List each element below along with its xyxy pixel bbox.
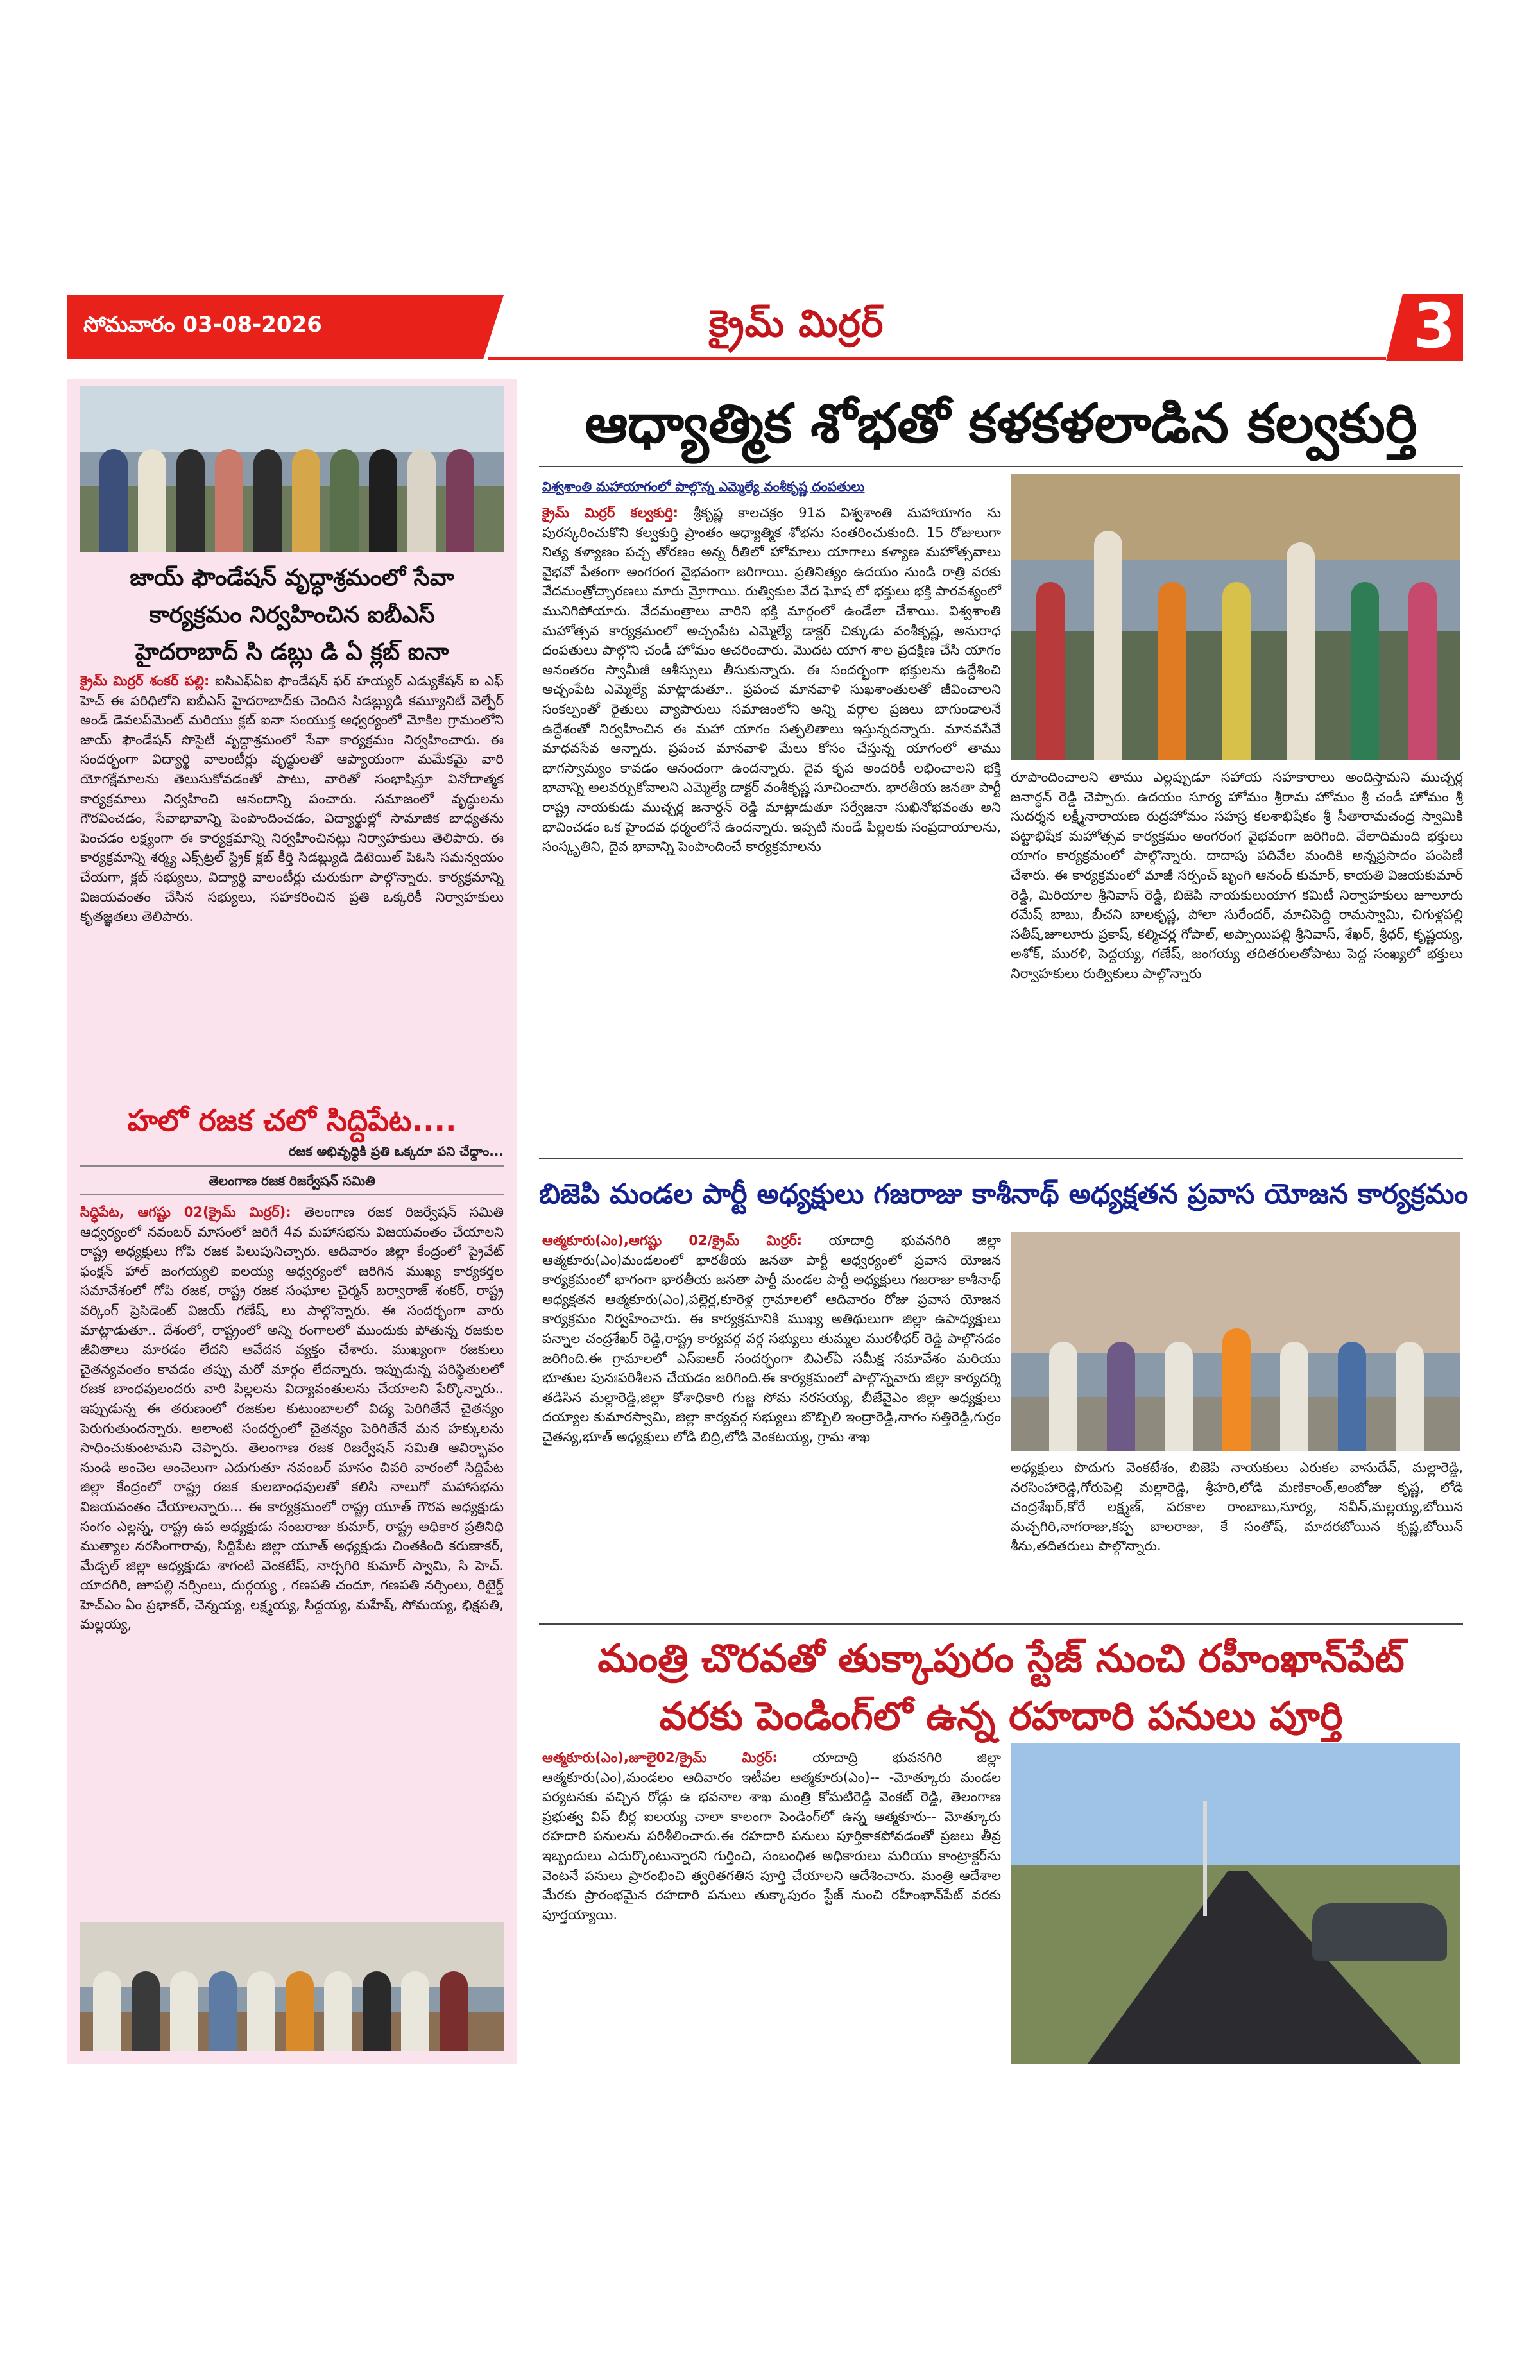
article1-headline xyxy=(80,560,504,671)
story2-text-1: యాదాద్రి భువనగిరి జిల్లా ఆత్మకూరు(ఎం)మండలంలో భారతీయ జనతా పార్టీ ఆధ్వర్యంలో ప్రవాస యోజన కార్యక్రమంలో భాగంగా భారతీయ జనతా పార్టీ మండల పార్టీ అధ్యక్షులు గజరాజు కాశీనాథ్ అధ్యక్షతన ఆత్మకూరు(ఎం),పల్లెర్ల,కూరెళ్ల గ్రామాలలో ఆదివారం రోజు ప్రవాస యోజన కార్యక్రమం నిర్వహించారు. ఈ కార్యక్రమానికి ముఖ్య అతిథులుగా జిల్లా ఉపాధ్యక్షులు పన్నాల చంద్రశేఖర్ రెడ్డి,రాష్ట్ర కార్యవర్గ వర్గ సభ్యులు తుమ్మల మురళీధర్ రెడ్డి పాల్గొనడం జరిగింది.ఈ గ్రామాలలో ఎస్ఐఆర్ సందర్భంగా బిఎల్ఏ సమీక్ష సమావేశం మరియు భూతుల పునఃపరిశీలన చేయడం జరిగింది.ఈ కార్యక్రమంలో పాల్గొన్నవారు జిల్లా కార్యదర్శి తడిసిన మల్లారెడ్డి,జిల్లా కోశాధికారి గుజ్జ సోమ నరసయ్య, బీజేవైఎం జిల్లా అధ్యక్షులు దయ్యాల కుమారస్వామి, జిల్లా కార్యవర్గ సభ్యులు బొబ్బిలి ఇంద్రారెడ్డి,నాగం సత్తిరెడ్డి,గుర్రం చైతన్య,భూత్ అధ్యక్షులు లోడి బిద్రి,లోడి వెంకటయ్య, గ్రామ శాఖ xyxy=(542,1233,1001,1444)
story-divider xyxy=(539,1158,1463,1159)
story1-body-col2: రూపొందించాలని తాము ఎల్లప్పుడూ సహాయ సహకారాలు అందిస్తామని ముచ్చర్ల జనార్ధన్ రెడ్డి చెప్పారు. ఉదయం సూర్య హోమం శ్రీరామ హోమం శ్రీ చండీ హోమం శ్రీ సుదర్శన లక్ష్మీనారాయణ రుద్రహోమం సహస్ర కలశాభిషేకం శ్రీ సీతారామచంద్ర స్వామికి పట్టాభిషేక మహోత్సవ కార్యక్రమం అంగరంగ వైభవంగా జరిగింది. వేలాదిమంది భక్తులు యాగం కార్యక్రమంలో పాల్గొన్నారు. దాదాపు పదివేల మందికి అన్నప్రసాదం పంపిణీ చేశారు. ఈ కార్యక్రమంలో మాజీ సర్పంచ్ బృంగి ఆనంద్ కుమార్, కాయతి విజయకుమార్ రెడ్డి, మిరియాల శ్రీనివాస్ రెడ్డి, బిజెపి నాయకులుయాగ కమిటీ నిర్వాహకులు జూలూరు రమేష్ బాబు, బీచని బాలకృష్ణ, పోలా సురేందర్, మాచిపెద్ది రామస్వామి, చిగుళ్లపల్లి సతీష్,జూలూరు ప్రకాష్, కల్మిచర్ల గోపాల్, అప్పాయిపల్లి శ్రీనివాస్, శేఖర్, శ్రీధర్, కృష్ణయ్య, అశోక్, మురళి, పెద్దయ్య, గణేష్, జంగయ్య తదితరులతోపాటు పెద్ద సంఖ్యలో భక్తులు నిర్వాహకులు రుత్వికులు పాల్గొన్నారు xyxy=(1011,769,1463,981)
story1-text-1: శ్రీకృష్ణ కాలచక్రం 91వ విశ్వశాంతి మహాయాగం ను పురస్కరించుకొని కల్వకుర్తి ప్రాంతం ఆధ్యాత్మిక శోభను సంతరించుకుంది. 15 రోజులుగా నిత్య కళ్యాణం పచ్చ తోరణం అన్న రీతిలో హోమాలు యాగాలు కళ్యాణ మహోత్సవాలు వైభవో పేతంగా అంగరంగ వైభవంగా జరిగాయి. ప్రతినిత్యం ఉదయం నుండి రాత్రి వరకు వేదమంత్రోచ్చారణలు మారు మ్రోగాయి. రుత్వికుల వేద ఘోష లో భక్తులు భక్తి పారవశ్యంలో మునిగిపోయారు. వేదమంత్రాలు వారిని భక్తి మార్గంలో ఉండేలా చేశాయి. విశ్వశాంతి మహోత్సవ కార్యక్రమంలో అచ్చంపేట ఎమ్మెల్యే డాక్టర్ చిక్కుడు వంశీకృష్ణ, అనురాధ దంపతులు పాల్గొని చండీ హోమం ఆచరించారు. మొదట యాగ శాల ప్రదక్షిణ చేసి యాగం అనంతరం స్వామీజీ ఆశీస్సులు తీసుకున్నారు. ఈ సందర్భంగా భక్తులను ఉద్దేశించి అచ్చంపేట ఎమ్మెల్యే మాట్లాడుతూ.. ప్రపంచ మానవాళి సుఖశాంతులతో జీవించాలని సంకల్పంతో రైతులు వ్యాపారులు సమాజంలోని అన్ని వర్గాల ప్రజలు బాగుండాలనే ఉద్దేశంతో నిర్వహించిన ఈ మహా యాగం సత్ఫలితాలు ఇస్తున్నదన్నారు. మానవసేవే మాధవసేవ అన్నారు. ప్రపంచ మానవాళి మేలు కోసం చేస్తున్న యాగంలో తాము భాగస్వామ్యం కావడం ఆనందంగా ఉందన్నారు. దైవ కృప అందరికీ లభించాలని భక్తి భావాన్ని అలవర్చుకోవాలని ఎమ్మెల్యే డాక్టర్ వంశీకృష్ణ సూచించారు. భారతీయ జనతా పార్టీ రాష్ట్ర నాయకుడు ముచ్చర్ల జనార్ధన్ రెడ్డి మాట్లాడుతూ సర్వేజనా సుఖినోభవంతు అని భావించడం ఒక హైందవ ధర్మంలోనే ఉందన్నారు. ఇప్పటి నుండే పిల్లలకు సంప్రదాయాలను, సంస్కృతిని, దైవ భావాన్ని పెంపొందించే కార్యక్రమాలను xyxy=(542,505,1001,855)
article2-text: తెలంగాణ రజక రిజర్వేషన్ సమితి ఆధ్వర్యంలో నవంబర్ మాసంలో జరిగే 4వ మహాసభను విజయవంతం చేయాలని రాష్ట్ర అధ్యక్షులు గోపి రజక పిలుపునిచ్చారు. ఆదివారం జిల్లా కేంద్రంలో ప్రైవేట్ ఫంక్షన్ హాల్ జంగయ్యలి ఐలయ్య ఆధ్వర్యంలో జరిగిన ముఖ్య కార్యకర్తల సమావేశంలో గోపి రజక, రాష్ట్ర రజక సంఘాల చైర్మన్ బర్వారాజ్ శంకర్, రాష్ట్ర వర్కింగ్ ప్రెసిడెంట్ విజయ్ గణేష్, లు పాల్గొన్నారు. ఈ సందర్భంగా వారు మాట్లాడుతూ.. దేశంలో, రాష్ట్రంలో అన్ని రంగాలలో ముందుకు పోతున్న రజకుల జీవితాలు మారడం లేదని ఆవేదన వ్యక్తం చేశారు. ముఖ్యంగా రజకులు చైతన్యవంతం కావడం తప్పు మరో మార్గం లేదన్నారు. ఇప్పుడున్న పరిస్థితులలో రజక బాంధవులందరు వారి పిల్లలను విద్యావంతులను చేయాలని పేర్కొన్నారు.. ఇప్పుడున్న ఈ తరుణంలో రజకుల కుటుంబాలలో విద్య పెరిగితేనే చైతన్యం పెరుగుతుందన్నారు. అలాంటి సందర్భంలో చైతన్యం పెరిగితేనే మన హక్కులను సాధించుకుంటామని చెప్పారు. తెలంగాణ రజక రిజర్వేషన్ సమితి ఆవిర్భావం నుండి అంచెల అంచెలుగా ఎదుగుతూ నవంబర్ మాసం చివరి వారంలో సిద్దిపేట జిల్లా కేంద్రంలో రాష్ట్ర రజక కులబాంధవులతో కలిసి నాలుగో మహాసభను విజయవంతం చేయాలన్నారు... ఈ కార్యక్రమంలో రాష్ట్ర యూత్ గౌరవ అధ్యక్షుడు సంగం ఎల్లన్న, రాష్ట్ర ఉప అధ్యక్షుడు సంబరాజు కుమార్, రాష్ట్ర అధికార ప్రతినిధి ముత్యాల నరసింగారావు, సిద్దిపేట జిల్లా యూత్ అధ్యక్షుడు చింతకింది కరుణాకర్, మేడ్చల్ జిల్లా అధ్యక్షుడు శాగంటి వెంకటేష్, నార్సగిరి కుమార్ స్వామి, సి హెచ్. యాదగిరి, జూపల్లి నర్సింలు, దుర్గయ్య , గణపతి చందూ, గణపతి నర్సింలు, రిటైర్డ్ హెచ్ఎం ఏం ప్రభాకర్, చెన్నయ్య, లక్ష్మయ్య, సిద్దయ్య, మహేష్, సోమయ్య, భిక్షపతి, మల్లయ్య, xyxy=(80,1204,504,1632)
road-photo xyxy=(1011,1743,1460,2064)
story2-headline: బిజెపి మండల పార్టీ అధ్యక్షులు గజరాజు కాశీనాథ్ అధ్యక్షతన ప్రవాస యోజన కార్యక్రమం xyxy=(539,1178,1469,1210)
masthead-logo: క్రైమ్ మిర్రర్ xyxy=(709,302,884,345)
article2-headline: హలో రజక చలో సిద్దిపేట.... xyxy=(127,1103,457,1138)
article2-body xyxy=(80,1203,504,1634)
electric-pole xyxy=(1203,1801,1207,1916)
story1-dateline: క్రైమ్ మిర్రర్ కల్వకుర్తి: xyxy=(542,505,679,520)
article2-divider xyxy=(80,1194,504,1195)
story3-headline-line: మంత్రి చొరవతో తుక్కాపురం స్టేజ్ నుంచి రహీంఖాన్‌పేట్ xyxy=(597,1636,1405,1681)
article2-divider xyxy=(80,1165,504,1167)
car xyxy=(1312,1903,1447,1961)
story2-body-col1 xyxy=(542,1231,1001,1447)
story3-body xyxy=(542,1748,1001,1924)
story-divider xyxy=(539,1623,1463,1625)
story1-headline: ఆధ్యాత్మిక శోభతో కళకళలాడిన కల్వకుర్తి xyxy=(585,392,1417,455)
article2-tagline: రజక అభివృద్ధికి ప్రతి ఒక్కరూ పని చేద్దాం... xyxy=(288,1143,504,1159)
story2-dateline: ఆత్మకూరు(ఎం),ఆగష్టు 02/క్రైమ్ మిర్రర్: xyxy=(542,1233,803,1248)
story1-body-col1 xyxy=(542,503,1001,857)
article1-headline-line: జాయ్ ఫౌండేషన్ వృద్ధాశ్రమంలో సేవా xyxy=(130,565,454,591)
yagam-photo xyxy=(1011,474,1460,760)
page-number: 3 xyxy=(1412,290,1456,362)
article1-headline-line: హైదరాబాద్ సి డబ్లు డి ఏ క్లబ్ ఐనా xyxy=(135,639,449,665)
story3-headline xyxy=(539,1630,1463,1745)
story3-text: యాదాద్రి భువనగిరి జిల్లా ఆత్మకూరు(ఎం),మండలం ఆదివారం ఇటీవల ఆత్మకూరు(ఎం)-- -మోత్కూరు మండల పర్యటనకు వచ్చిన రోడ్లు ఉ భవనాల శాఖ మంత్రి కోమటిరెడ్డి వెంకట్ రెడ్డి, తెలంగాణ ప్రభుత్వ విప్ బీర్ల ఐలయ్య చాలా కాలంగా పెండింగ్‌లో ఉన్న ఆత్మకూరు-- మోత్కూరు రహదారి పనులను పరిశీలించారు.ఈ రహదారి పనులు పూర్తికాకపోవడంతో ప్రజలు తీవ్ర ఇబ్బందులు ఎదుర్కొంటున్నారని గుర్తించి, సంబంధిత అధికారులు మరియు కాంట్రాక్టర్‌ను వెంటనే పనులు ప్రారంభించి త్వరితగతిన పూర్తి చేయాలని ఆదేశించారు. మంత్రి ఆదేశాల మేరకు ప్రారంభమైన రహదారి పనులు తుక్కాపురం స్టేజ్ నుంచి రహీంఖాన్‌పేట్ వరకు పూర్తయ్యాయి. xyxy=(542,1750,1001,1922)
story2-body-col2: అధ్యక్షులు పొదుగు వెంకటేశం, బిజెపి నాయకులు ఎరుకల వాసుదేవ్, మల్లారెడ్డి, నరసింహారెడ్డి,గోరుపెల్లి మల్లారెడ్డి, శ్రీహరి,లోడి మణికాంత్,అంబోజు కృష్ణ, లోడి చంద్రశేఖర్,కోరే లక్ష్మణ్, పరకాల రాంబాబు,సూర్య, నవీన్,మల్లయ్య,బోయిన మచ్చగిరి,నాగరాజు,కప్ప బాలరాజు, కే సంతోష్, మాదరబోయిన కృష్ణ,బోయిన్ శీను,తదితరులు పాల్గొన్నారు. xyxy=(1011,1460,1463,1554)
story1-subhead: విశ్వశాంతి మహాయాగంలో పాల్గొన్న ఎమ్మెల్యే వంశీకృష్ణ దంపతులు xyxy=(542,479,865,494)
rajaka-meeting-photo xyxy=(80,1922,504,2051)
issue-date: సోమవారం 03-08-2026 xyxy=(83,312,322,338)
jay-foundation-photo xyxy=(80,386,504,552)
header-rule xyxy=(488,357,1386,360)
story1-rule xyxy=(539,466,1463,467)
story3-dateline: ఆత్మకూరు(ఎం),జూలై02/క్రైమ్ మిర్రర్: xyxy=(542,1750,778,1765)
article1-body xyxy=(80,671,504,927)
article1-headline-line: కార్యక్రమం నిర్వహించిన ఐబీఎస్ xyxy=(149,602,435,628)
bjp-meeting-photo xyxy=(1011,1232,1460,1451)
article2-org: తెలంగాణ రజక రిజర్వేషన్ సమితి xyxy=(209,1173,375,1188)
article2-dateline: సిద్ధిపేట, ఆగష్టు 02(క్రైమ్ మిర్రర్): xyxy=(80,1204,291,1220)
story3-headline-line: వరకు పెండింగ్‌లో ఉన్న రహదారి పనులు పూర్తి xyxy=(659,1694,1343,1739)
article1-text: ఐసిఎఫ్ఏఐ ఫౌండేషన్ ఫర్ హయ్యర్ ఎడ్యుకేషన్ ఐ ఎఫ్ హెచ్ ఈ పరిధిలోని ఐబీఎస్ హైదరాబాద్‌కు చెందిన సిడబ్ల్యుడి కమ్యూనిటీ వెల్ఫేర్ అండ్ డెవలప్‌మెంట్ మరియు క్లబ్ ఐనా సంయుక్త ఆధ్వర్యంలో మోకిల గ్రామంలోని జాయ్ ఫౌండేషన్ సొసైటీ వృద్ధాశ్రమంలో సేవా కార్యక్రమం నిర్వహించారు. ఈ సందర్భంగా విద్యార్థి వాలంటీర్లు వృద్ధులతో ఆప్యాయంగా మమేకమై వారి యోగక్షేమాలను తెలుసుకోవడంతో పాటు, వారితో సంభాషిస్తూ వినోదాత్మక కార్యక్రమాలు నిర్వహించి ఆనందాన్ని పంచారు. సమాజంలో వృద్ధులను గౌరవించడం, సేవాభావాన్ని పెంపొందించడం, విద్యార్థుల్లో సామాజిక బాధ్యతను పెంచడం లక్ష్యంగా ఈ కార్యక్రమాన్ని నిర్వహించినట్లు నిర్వాహకులు తెలిపారు. ఈ కార్యక్రమాన్ని శర్మ్య ఎక్స్‌ట్రల్ స్ట్రిక్ క్లబ్ కీర్తి సిడబ్ల్యుడి డిటెయిల్ పిఓసి సమన్వయం చేయగా, క్లబ్ సభ్యులు, విద్యార్థి వాలంటీర్లు చురుకుగా పాల్గొన్నారు. కార్యక్రమాన్ని విజయవంతం చేసిన సభ్యులు, సహకరించిన ప్రతి ఒక్కరికీ నిర్వాహకులు కృతజ్ఞతలు తెలిపారు. xyxy=(80,673,504,925)
article1-dateline: క్రైమ్ మిర్రర్ శంకర్ పల్లి: xyxy=(80,673,210,689)
